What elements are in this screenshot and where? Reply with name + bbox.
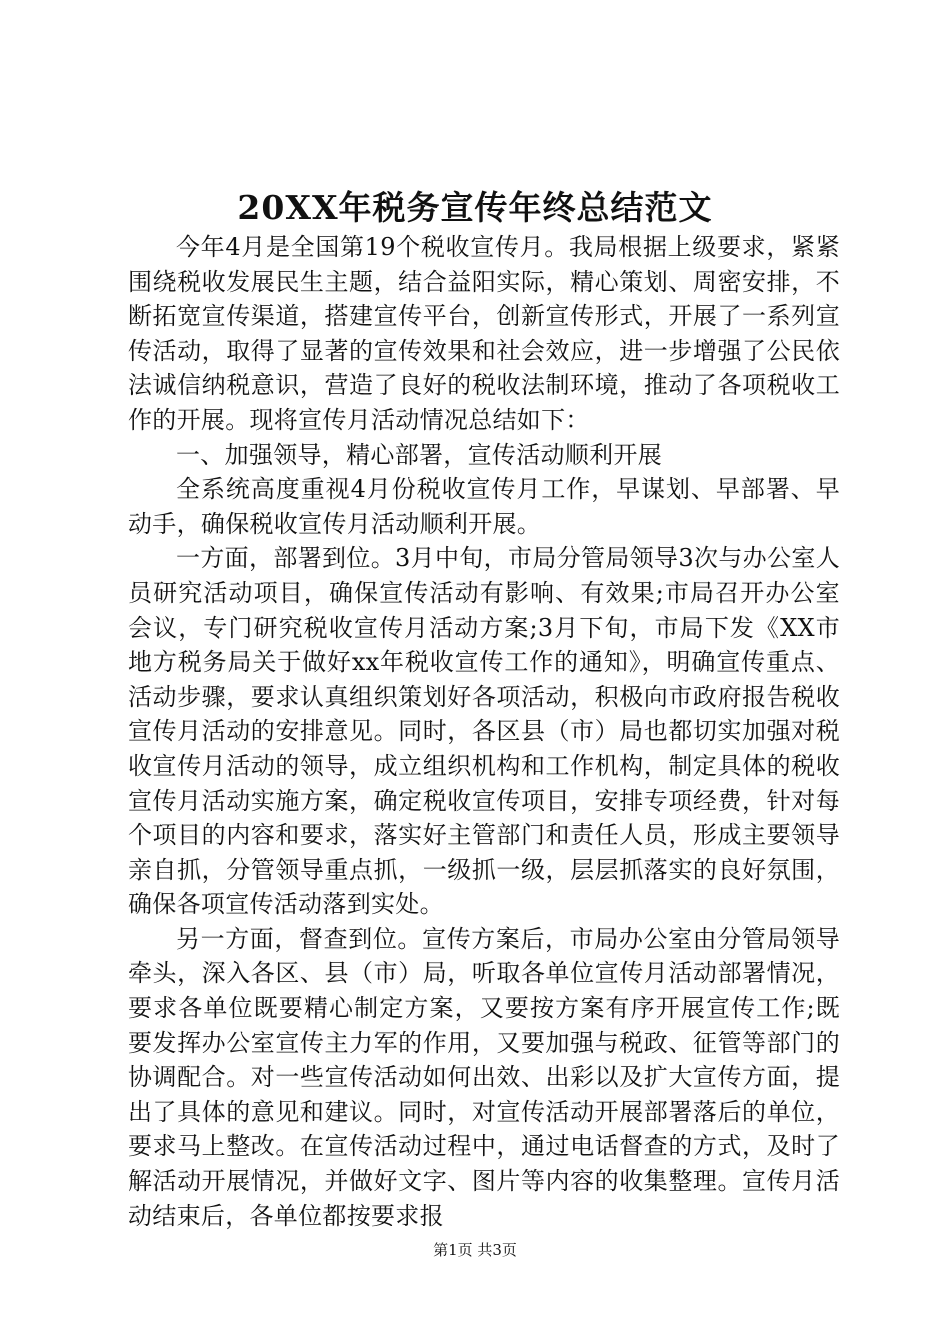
paragraph-intro: 今年4月是全国第19个税收宣传月。我局根据上级要求，紧紧围绕税收发展民生主题，结合益阳实际，精心策划、周密安排，不断拓宽宣传渠道，搭建宣传平台，创新宣传形式，开展了一系列宣传活动，取得了显著的宣传效果和社会效应，进一步增强了公民依法诚信纳税意识，营造了良好的税收法制环境，推动了各项税收工作的开展。现将宣传月活动情况总结如下： xyxy=(128,233,840,434)
section-heading-1: 一、加强领导，精心部署，宣传活动顺利开展 xyxy=(176,440,662,469)
paragraph-supervision: 另一方面，督查到位。宣传方案后，市局办公室由分管局领导牵头，深入各区、县（市）局，听取各单位宣传月活动部署情况，要求各单位既要精心制定方案，又要按方案有序开展宣传工作;既要发挥办公室宣传主力军的作用，又要加强与税政、征管等部门的协调配合。对一些宣传活动如何出效、出彩以及扩大宣传方面，提出了具体的意见和建议。同时，对宣传活动开展部署落后的单位，要求马上整改。在宣传活动过程中，通过电话督查的方式，及时了解活动开展情况，并做好文字、图片等内容的收集整理。宣传月活动结束后，各单位都按要求报 xyxy=(128,924,840,1230)
document-title: 20XX年税务宣传年终总结范文 xyxy=(237,188,713,227)
page-number-footer: 第1页 共3页 xyxy=(433,1241,517,1259)
paragraph-deployment: 一方面，部署到位。3月中旬，市局分管局领导3次与办公室人员研究活动项目，确保宣传活动有影响、有效果;市局召开办公室会议，专门研究税收宣传月活动方案;3月下旬，市局下发《XX市地方税务局关于做好xx年税收宣传工作的通知》，明确宣传重点、活动步骤，要求认真组织策划好各项活动，积极向市政府报告税收宣传月活动的安排意见。同时，各区县（市）局也都切实加强对税收宣传月活动的领导，成立组织机构和工作机构，制定具体的税收宣传月活动实施方案，确定税收宣传项目，安排专项经费，针对每个项目的内容和要求，落实好主管部门和责任人员，形成主要领导亲自抓，分管领导重点抓，一级抓一级，层层抓落实的良好氛围，确保各项宣传活动落到实处。 xyxy=(128,544,840,919)
paragraph-overview: 全系统高度重视4月份税收宣传月工作，早谋划、早部署、早动手，确保税收宣传月活动顺利开展。 xyxy=(128,475,840,538)
document-body xyxy=(128,230,840,1233)
